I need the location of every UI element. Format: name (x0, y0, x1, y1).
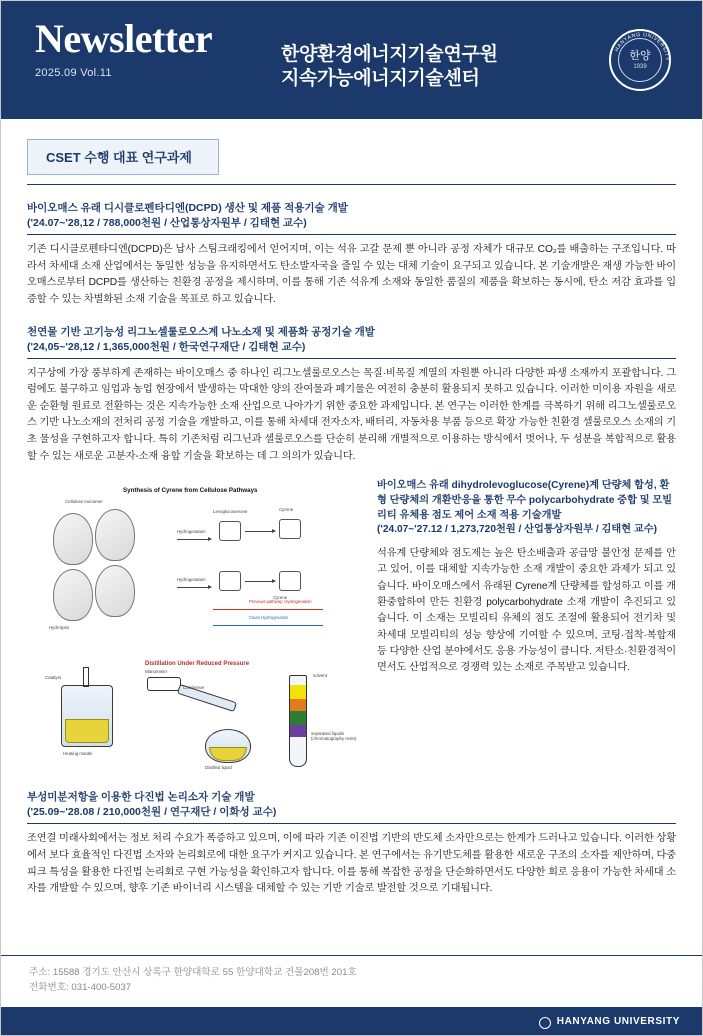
manometer (147, 677, 181, 691)
footer-phone: 전화번호: 031-400-5037 (29, 981, 132, 993)
project-entry-with-figure (27, 479, 676, 774)
project-body: 조연결 미래사회에서는 정보 처리 수요가 폭증하고 있으며, 이에 따라 기존 이진법 기반의 반도체 소자만으로는 한계가 드러나고 있습니다. 이러한 상황에서 보다 효율적인 다진법 소자와 논리회로에 대한 요구가 커지고 있습니다. 본 연구에서는 유기반도체를 활용한 새로운 구조의 소자를 제안하며, 다중 피크 특성을 활용한 다진법 논리회로 구현 가능성을 확인하고자 합니다. 이를 통해 복잡한 공정을 단순화하면서도 다양한 회로 응용이 가능한 차세대 소자를 개발할 수 있으며, 향후 기존 바이너리 시스템을 대체할 수 있는 기반 기술로 발전할 것으로 기대됩니다. (27, 833, 676, 895)
project-underline (27, 234, 676, 235)
molecule-ring (279, 519, 301, 539)
project-entry (27, 201, 676, 309)
footer-address: 주소: 15588 경기도 안산시 상록구 한양대학로 55 한양대학교 건물208번 201호 (29, 967, 357, 979)
project-body: 기존 디시클로펜타디엔(DCPD)은 납사 스팀크래킹에서 얻어지며, 이는 석유 고갈 문제 뿐 아니라 공정 자체가 대규모 CO₂를 배출하는 구조입니다. 따라서 차세대 소재 산업에서는 동일한 성능을 유지하면서도 탄소발자국을 줄일 수 있는 대체 기술이 요구되고 있습니다. 본 기술개발은 재생 가능한 바이오매스로부터 DCPD를 생산하는 친환경 공정을 제시하며, 이를 통해 기존 석유계 소재와 동일한 품질의 제품을 확보하는 동시에, 탄소 저감 효과를 입증할 수 있는 차별화된 소재 기술을 목표로 하고 있습니다. (27, 244, 676, 305)
svg-text:HANYANG UNIVERSITY: HANYANG UNIVERSITY (614, 31, 671, 62)
figure-label: Hydrogenation (177, 577, 206, 583)
university-seal-icon (609, 29, 671, 91)
seal-ring-text-icon (610, 30, 672, 92)
reaction-arrow (177, 587, 211, 588)
figure-label: Cyrene (273, 595, 288, 601)
figure-title: Synthesis of Cyrene from Cellulose Pathways (123, 487, 258, 495)
figure-label: Hydrogenation (177, 529, 206, 535)
figure-label: Cellulose monomer (65, 499, 103, 505)
project-meta: ('25.09~'28.08 / 210,000천원 / 연구재단 / 이화성 교수) (27, 806, 277, 819)
project-meta: ('24.07~'27.12 / 1,273,720천원 / 산업통상자원부 / 김태현 교수) (377, 524, 657, 536)
project-title: 바이오매스 유래 디시클로펜타디엔(DCPD) 생산 및 제품 적용기술 개발 (27, 202, 348, 214)
column-band (290, 699, 306, 711)
column-band (290, 685, 306, 699)
project-entry (27, 325, 676, 466)
figure-label: Levoglucosenone (213, 509, 248, 515)
project-underline (27, 823, 676, 824)
seal-year: 1939 (633, 63, 647, 70)
project-entry (27, 790, 676, 898)
header-logo-area (598, 1, 682, 119)
figure-label: Cyrene (279, 507, 294, 513)
page-content (1, 119, 702, 898)
figure-mid-caption: Distillation Under Reduced Pressure (145, 661, 250, 668)
figure-column (27, 479, 367, 774)
reactor-liquid (65, 719, 109, 743)
reaction-arrow (245, 581, 275, 582)
molecule-ring (219, 521, 241, 541)
project-text-column (377, 479, 676, 774)
header-left (21, 1, 271, 119)
project-body: 석유계 단량체와 점도제는 높은 탄소배출과 공급망 불안정 문제를 안고 있어, 이를 대체할 지속가능한 소재 개발이 중요한 과제가 되고 있습니다. 바이오매스에서 유래된 Cyrene계 단량체를 합성하고 이를 개환중합하여 만든 친환경 polycarbohydrate 소재 개발이 추진되고 있습니다. 이 소재는 모빌리티 유체의 점도 조절에 활용되어 전기차 및 차세대 모빌리티의 성능 향상에 기여할 수 있으며, 코팅·접착·복합재 등 다양한 산업 분야에서도 응용 가능성이 큽니다. 저탄소·친환경적이면서도 산업적으로 경쟁력 있는 소재로 주목받고 있습니다. (377, 548, 676, 674)
figure-label: Manometer (145, 669, 168, 675)
hanyang-logo-icon (539, 1017, 551, 1029)
figure-label: Clean Hydrogenation (249, 615, 289, 621)
project-title: 천연물 기반 고기능성 리그노셀룰로오스계 나노소재 및 제품화 공정기술 개발 (27, 325, 375, 338)
seal-char: 한양 (629, 50, 651, 63)
clean-pathway-line (213, 625, 323, 626)
section-divider (27, 184, 676, 185)
section-header-box (27, 139, 219, 175)
reaction-arrow (177, 539, 211, 540)
figure-label: Previous pathway: Hydrogenation (249, 599, 312, 605)
footer-brand-bar (1, 1007, 702, 1035)
cyrene-synthesis-figure (27, 479, 367, 774)
project-underline (27, 358, 676, 359)
project-title: 바이오매스 유래 dihydrolevoglucose(Cyrene)계 단량체 합성, 환형 단량체의 개환반응을 통한 무수 polycarbohydrate 중합 및 모빌리티 유체용 점도 제어 소재 적용 기술개발 (377, 480, 673, 521)
header-org (271, 1, 598, 119)
figure-label: Catalyst (45, 675, 61, 681)
figure-label: Hydrolysis (49, 625, 70, 631)
molecule-ring (219, 571, 241, 591)
figure-label: solvent (313, 673, 327, 679)
molecule-ring (279, 571, 301, 591)
figure-label: Distilled liquid (205, 765, 232, 771)
cellulose-structures (47, 497, 177, 647)
column-band (290, 711, 306, 725)
footer-brand-label: HANYANG UNIVERSITY (556, 1015, 680, 1027)
issue-label: 2025.09 Vol.11 (35, 67, 112, 79)
reactor-neck (83, 667, 89, 687)
previous-pathway-line (213, 609, 323, 610)
project-meta: ('24.07~'28,12 / 788,000천원 / 산업통상자원부 / 김태현 교수) (27, 217, 307, 230)
newsletter-title: Newsletter (35, 16, 213, 61)
section-title: CSET 수행 대표 연구과제 (46, 150, 192, 165)
project-body: 지구상에 가장 풍부하게 존재하는 바이오매스 중 하나인 리그노셀룰로오스는 목질·비목질 계열의 자원뿐 아니라 다양한 파생 소재까지 포괄합니다. 그럼에도 불구하고 임업과 농업 현장에서 발생하는 막대한 양의 잔여물과 폐기물은 여전히 충분히 활용되지 못하고 있습니다. 이러한 미이용 자원을 새로운 순환형 원료로 전환하는 것은 지속가능한 소재 산업으로 나아가기 위한 중요한 과제입니다. 본 연구는 이러한 한계를 극복하기 위해 리그노셀룰로오스 기반 나노소재의 전처리 공정 기술을 개발하고, 이를 통해 차세대 전자소자, 배터리, 자동차용 부품 등으로 확장 가능한 친환경 셀룰로오스 소재의 기초 물성을 구현하고자 합니다. 특히 기존처럼 리그닌과 셀룰로오스를 단순히 분리해 개별적으로 이용하는 방식에서 벗어나, 두 성분을 복합적으로 활용할 수 있는 새로운 고분자-소재 융합 기술을 확보하는 데 그 의의가 있습니다. (27, 367, 676, 462)
page-header (1, 1, 702, 119)
figure-label: Condenser (183, 685, 205, 691)
column-band (290, 725, 306, 737)
page-footer (1, 955, 702, 1035)
org-name-line2: 지속가능에너지기술센터 (281, 68, 480, 90)
figure-label: Heating mantle (63, 751, 93, 757)
reaction-arrow (245, 531, 275, 532)
project-meta: ('24,05~'28,12 / 1,365,000천원 / 한국연구재단 / 김태현 교수) (27, 340, 306, 353)
project-title: 부성미분저항을 이용한 다진법 논리소자 기술 개발 (27, 791, 255, 804)
footer-contact (1, 955, 702, 1007)
org-name-line1: 한양환경에너지기술연구원 (281, 44, 498, 65)
figure-label: separated liquids (chromatography resin) (311, 731, 357, 742)
